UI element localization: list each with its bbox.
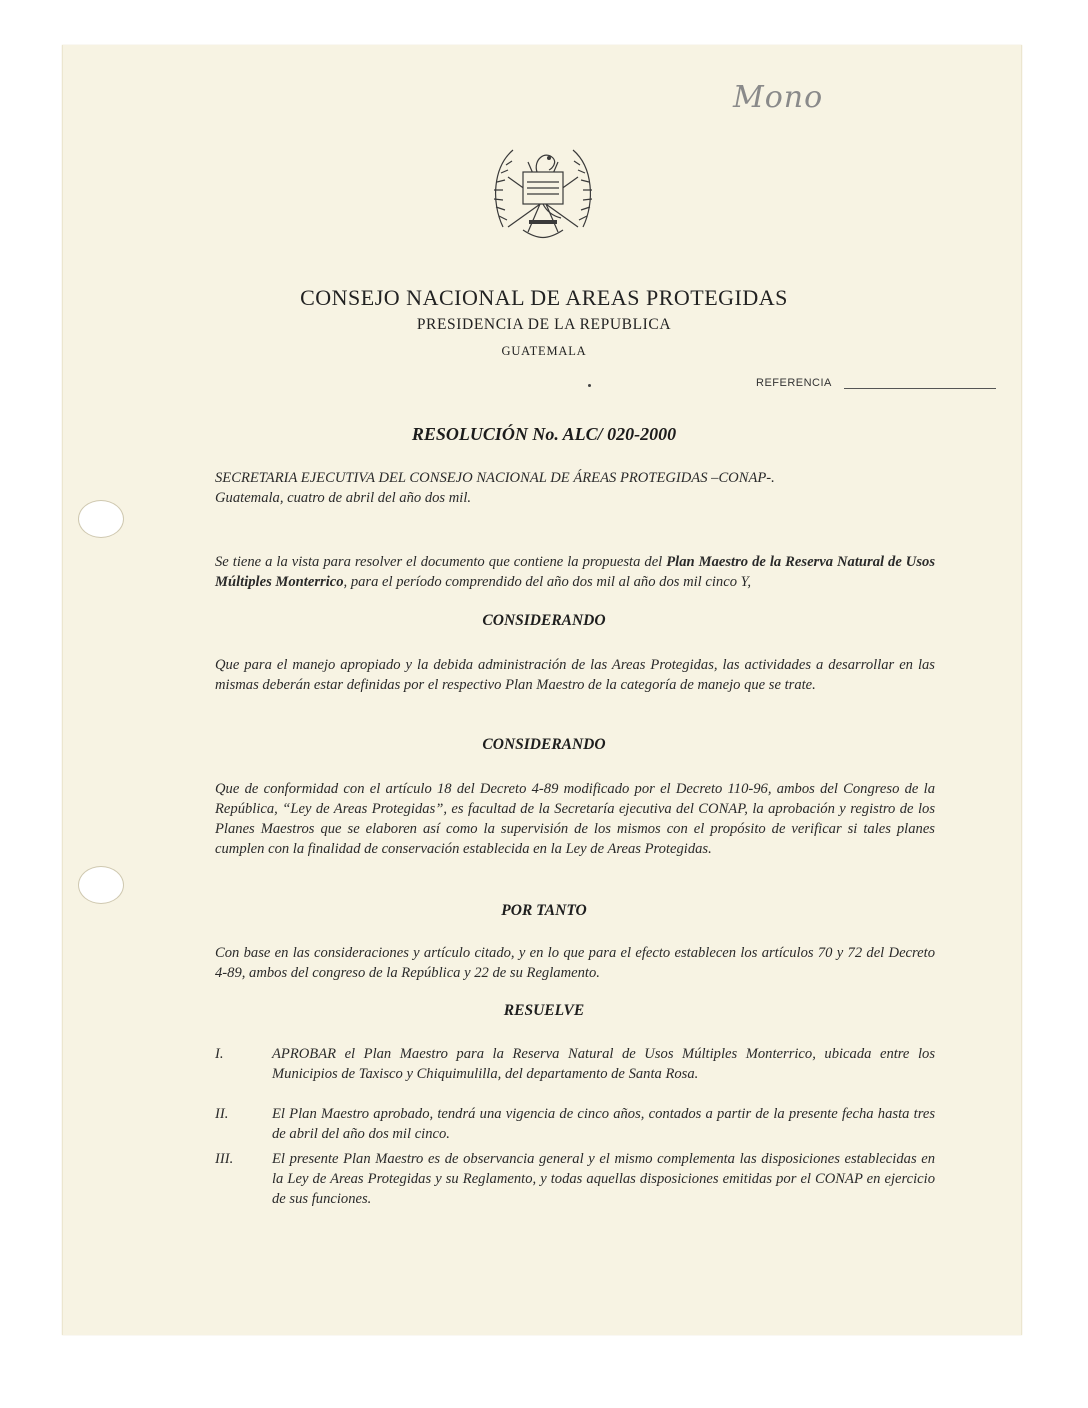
item-text: El presente Plan Maestro es de observancia general y el mismo complementa las disposiciones establecidas en la Ley de Areas Protegidas y su Reglamento, y todas aquellas disposiciones emitidas por el CONAP en ejercicio de sus funciones. <box>272 1151 935 1207</box>
item-number: III. <box>215 1151 234 1167</box>
coat-of-arms-seal <box>483 132 603 250</box>
section-considerando-2: CONSIDERANDO <box>482 736 606 753</box>
intro-paragraph <box>215 468 935 508</box>
plan-name-bold: Plan Maestro de la Reserva Natural de Usos Múltiples Monterrico <box>215 554 936 590</box>
item-text: APROBAR el Plan Maestro para la Reserva Natural de Usos Múltiples Monterrico, ubicada entre los Municipios de Taxisco y Chiquimulilla, del departamento de Santa Rosa. <box>272 1046 935 1082</box>
paragraph-considerando-1: Que para el manejo apropiado y la debida administración de las Areas Protegidas, las actividades a desarrollar en las mismas deberán estar definidas por el respectivo Plan Maestro de la categoría de manejo que se trate. <box>215 657 935 693</box>
punch-hole-top <box>78 500 124 538</box>
intro-line-1: SECRETARIA EJECUTIVA DEL CONSEJO NACIONAL DE ÁREAS PROTEGIDAS –CONAP-. <box>215 470 775 486</box>
item-number: I. <box>215 1046 224 1062</box>
paragraph-proposal <box>215 552 935 592</box>
punch-hole-bottom <box>78 866 124 904</box>
handwritten-note: Mono <box>733 80 824 115</box>
proposal-text-end: , para el período comprendido del año dos mil al año dos mil cinco Y, <box>343 574 752 590</box>
organization-name: CONSEJO NACIONAL DE AREAS PROTEGIDAS <box>300 285 788 310</box>
proposal-text-start: Se tiene a la vista para resolver el documento que contiene la propuesta del <box>215 554 667 570</box>
resolution-title: RESOLUCIÓN No. ALC/ 020-2000 <box>411 424 677 444</box>
stray-mark <box>588 384 591 387</box>
reference-line <box>844 388 996 389</box>
section-resuelve: RESUELVE <box>503 1002 585 1019</box>
reference-label: REFERENCIA <box>756 377 832 389</box>
section-por-tanto: POR TANTO <box>501 902 587 919</box>
section-considerando-1: CONSIDERANDO <box>482 612 606 629</box>
item-text: El Plan Maestro aprobado, tendrá una vigencia de cinco años, contados a partir de la presente fecha hasta tres de abril del año dos mil cinco. <box>272 1106 935 1142</box>
item-number: II. <box>215 1106 229 1122</box>
intro-line-2: Guatemala, cuatro de abril del año dos mil. <box>215 490 472 506</box>
organization-subtitle: PRESIDENCIA DE LA REPUBLICA <box>416 316 672 333</box>
paragraph-por-tanto: Con base en las consideraciones y artículo citado, y en lo que para el efecto establecen los artículos 70 y 72 del Decreto 4-89, ambos del congreso de la República y 22 de su Reglamento. <box>215 945 935 981</box>
organization-country: GUATEMALA <box>501 344 587 358</box>
paragraph-considerando-2: Que de conformidad con el artículo 18 del Decreto 4-89 modificado por el Decreto 110-96, ambos del Congreso de la República, “Ley de Areas Protegidas”, es facultad de la Secretaría ejecutiva del CONAP, la aprobación y registro de los Planes Maestros que se elaboren así como la supervisión de los mismos con el propósito de verificar si tales planes cumplen con la finalidad de conservación establecida en la Ley de Areas Protegidas. <box>215 781 935 857</box>
